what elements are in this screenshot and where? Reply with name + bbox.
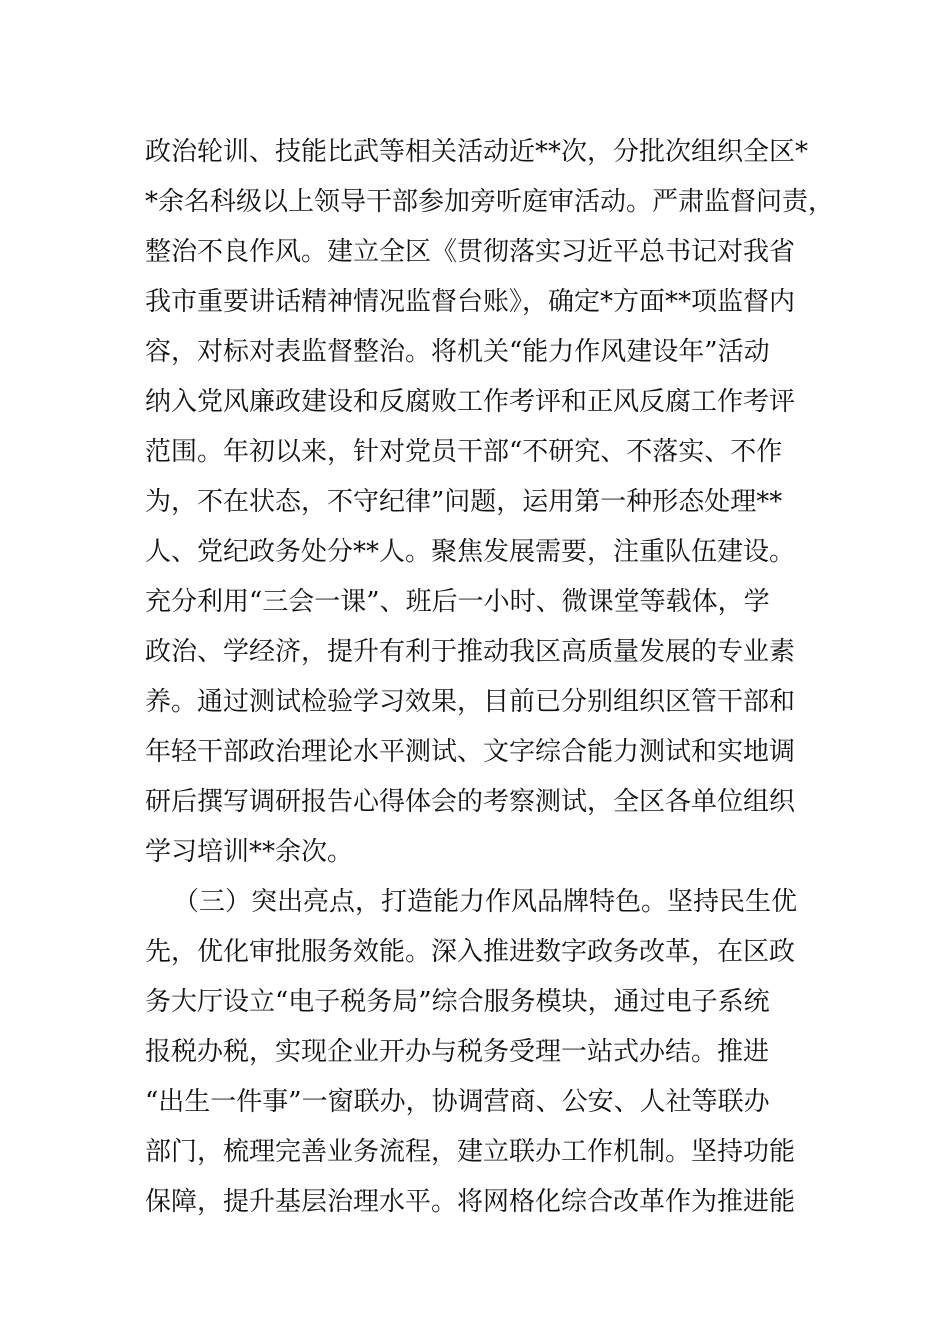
text-line: 养。通过测试检验学习效果，目前已分别组织区管干部和 [145,687,796,717]
text-line: 充分利用“三会一课”、班后一小时、微课堂等载体，学 [145,587,770,617]
text-line: 政治轮训、技能比武等相关活动近**次，分批次组织全区* [145,137,809,167]
text-line: 纳入党风廉政建设和反腐败工作考评和正风反腐工作考评 [145,387,796,417]
text-line: 政治、学经济，提升有利于推动我区高质量发展的专业素 [145,637,796,667]
text-line: 研后撰写调研报告心得体会的考察测试，全区各单位组织 [145,787,796,817]
text-line: 人、党纪政务处分**人。聚焦发展需要，注重队伍建设。 [145,537,796,567]
text-line: 部门，梳理完善业务流程，建立联办工作机制。坚持功能 [145,1137,796,1167]
text-line: 容，对标对表监督整治。将机关“能力作风建设年”活动 [145,337,770,367]
text-line: 为，不在状态，不守纪律”问题，运用第一种形态处理** [145,487,783,517]
text-line: 我市重要讲话精神情况监督台账》，确定*方面**项监督内 [145,287,796,317]
text-line: “出生一件事”一窗联办，协调营商、公安、人社等联办 [145,1087,770,1117]
text-line: 保障，提升基层治理水平。将网格化综合改革作为推进能 [145,1187,796,1217]
paragraph-heading-line: （三）突出亮点，打造能力作风品牌特色。坚持民生优 [173,887,798,917]
text-line: 务大厅设立“电子税务局”综合服务模块，通过电子系统 [145,987,770,1017]
text-line: 年轻干部政治理论水平测试、文字综合能力测试和实地调 [145,737,796,767]
text-line: 范围。年初以来，针对党员干部“不研究、不落实、不作 [145,437,783,467]
text-line: *余名科级以上领导干部参加旁听庭审活动。严肃监督问责， [145,187,835,217]
text-line: 先，优化审批服务效能。深入推进数字政务改革，在区政 [145,937,796,967]
text-line: 学习培训**余次。 [145,837,354,867]
text-line: 整治不良作风。建立全区《贯彻落实习近平总书记对我省 [145,237,796,267]
text-line: 报税办税，实现企业开办与税务受理一站式办结。推进 [145,1037,770,1067]
